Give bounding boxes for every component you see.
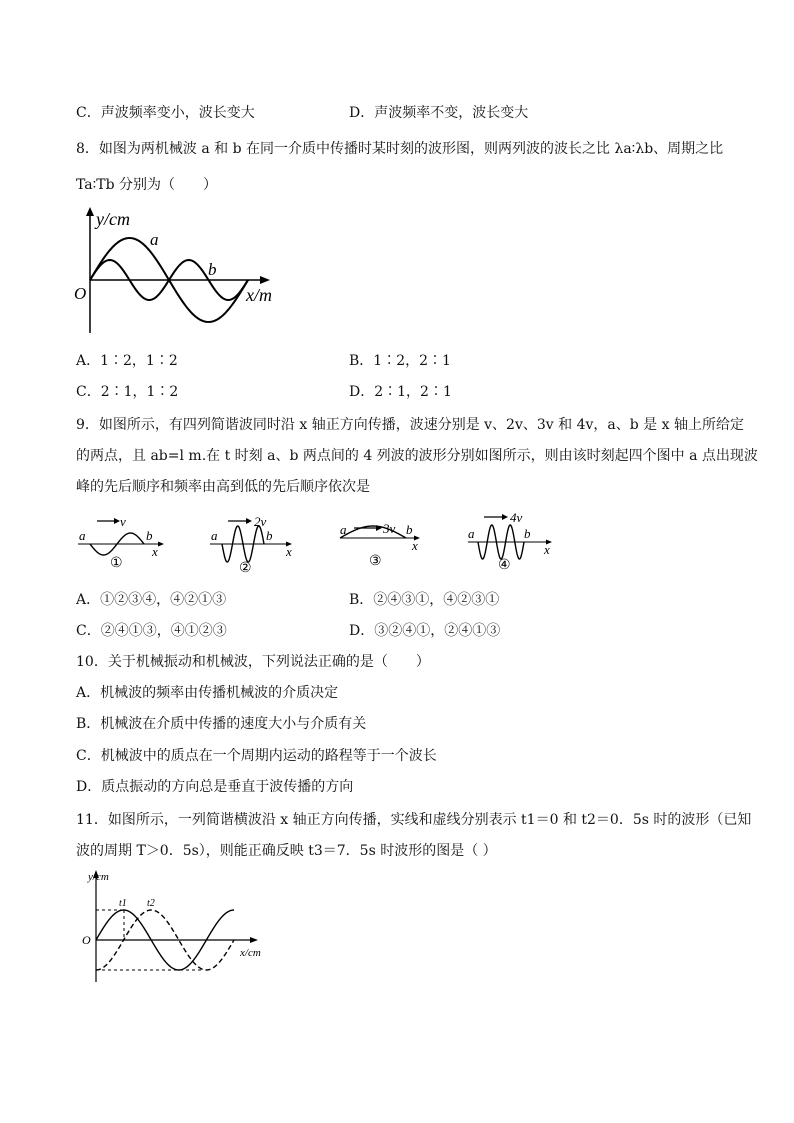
q9-speed-4: 4v xyxy=(510,510,523,525)
q9-wave-figure-3 xyxy=(336,512,436,574)
q11-y-label: y/cm xyxy=(88,871,109,883)
q9-b-3: b xyxy=(406,522,413,537)
q11-x-label: x/cm xyxy=(240,947,261,959)
q8-x-arrow xyxy=(260,276,270,284)
q9-stem-line3: 峰的先后顺序和频率由高到低的先后顺序依次是 xyxy=(76,479,370,495)
q9-speed-3: 3v xyxy=(383,521,396,536)
q8-x-label: x/m xyxy=(246,285,272,305)
q9-option-a: A．①②③④，④②①③ xyxy=(76,592,227,608)
q10-option-d: D．质点振动的方向总是垂直于波传播的方向 xyxy=(76,779,354,795)
q9-a-4: a xyxy=(468,526,475,541)
q9-option-d: D．③②④①，②④①③ xyxy=(349,623,501,639)
q9-x-3: x xyxy=(412,538,418,553)
q11-wave-figure xyxy=(74,868,274,984)
q8-wave-figure xyxy=(70,205,290,337)
q9-option-c: C．②④①③，④①②③ xyxy=(76,623,227,639)
q9-speed-2: 2v xyxy=(254,514,267,529)
q9-b-2: b xyxy=(266,528,273,543)
q9-num-4: ④ xyxy=(498,558,511,572)
q8-option-a: A．1∶2，1∶2 xyxy=(76,353,178,369)
q9-wave-figure-1 xyxy=(74,512,174,572)
q8-option-b: B．1∶2，2∶1 xyxy=(349,353,451,369)
q8-origin: O xyxy=(74,284,87,303)
q8-label-a: a xyxy=(150,230,159,249)
q9-stem-line2: 的两点，且 ab=l m.在 t 时刻 a、b 两点间的 4 列波的波形分别如图所示，则由该时刻起四个图中 a 点出现波 xyxy=(76,448,758,464)
q9-wave-figure-4 xyxy=(464,508,564,572)
q8-option-c: C．2∶1，1∶2 xyxy=(76,384,179,400)
q9-x-2: x xyxy=(286,544,292,559)
q9-a-2: a xyxy=(211,528,218,543)
q9-a-3: a xyxy=(340,522,347,537)
q8-y-label: y/cm xyxy=(96,209,130,229)
q9-num-2: ② xyxy=(239,561,252,574)
q8-y-arrow xyxy=(86,207,94,216)
q9-stem-line1: 9．如图所示，有四列简谐波同时沿 x 轴正方向传播，波速分别是 v、2v、3v 和 4v，a、b 是 x 轴上所给定 xyxy=(76,417,744,433)
q9-x-1: x xyxy=(152,544,158,559)
q10-option-c: C．机械波中的质点在一个周期内运动的路程等于一个波长 xyxy=(76,748,437,764)
q9-wave-figure-2 xyxy=(206,512,306,574)
q9-b-4: b xyxy=(524,526,531,541)
q9-option-b: B．②④③①，④②③① xyxy=(349,592,500,608)
q7-option-d: D．声波频率不变，波长变大 xyxy=(349,105,529,121)
q8-label-b: b xyxy=(208,260,217,279)
q10-option-a: A．机械波的频率由传播机械波的介质决定 xyxy=(76,685,339,701)
q9-x-4: x xyxy=(544,542,550,557)
q11-origin: O xyxy=(82,933,91,947)
q11-stem-line2: 波的周期 T＞0．5s），则能正确反映 t3＝7．5s 时波形的图是（ ） xyxy=(76,843,497,859)
q9-b-1: b xyxy=(146,528,153,543)
q10-option-b: B．机械波在介质中传播的速度大小与介质有关 xyxy=(76,716,367,732)
q9-a-1: a xyxy=(79,528,86,543)
q9-speed-1: v xyxy=(120,514,126,529)
q9-num-3: ③ xyxy=(369,554,382,569)
q11-t2-label: t2 xyxy=(147,898,155,909)
q8-stem-line1: 8．如图为两机械波 a 和 b 在同一介质中传播时某时刻的波形图，则两列波的波长之比 λa∶λb、周期之比 xyxy=(76,141,724,157)
q11-t1-label: t1 xyxy=(119,898,127,909)
q9-num-1: ① xyxy=(110,556,123,571)
q8-stem-line2: Ta∶Tb 分别为（ ） xyxy=(76,177,217,193)
q11-stem-line1: 11．如图所示，一列简谐横波沿 x 轴正方向传播，实线和虚线分别表示 t1＝0 和 t2＝0．5s 时的波形（已知 xyxy=(76,812,752,828)
q7-option-c: C．声波频率变小，波长变大 xyxy=(76,105,255,121)
q10-stem: 10．关于机械振动和机械波，下列说法正确的是（ ） xyxy=(76,654,430,670)
q8-option-d: D．2∶1，2∶1 xyxy=(349,384,452,400)
